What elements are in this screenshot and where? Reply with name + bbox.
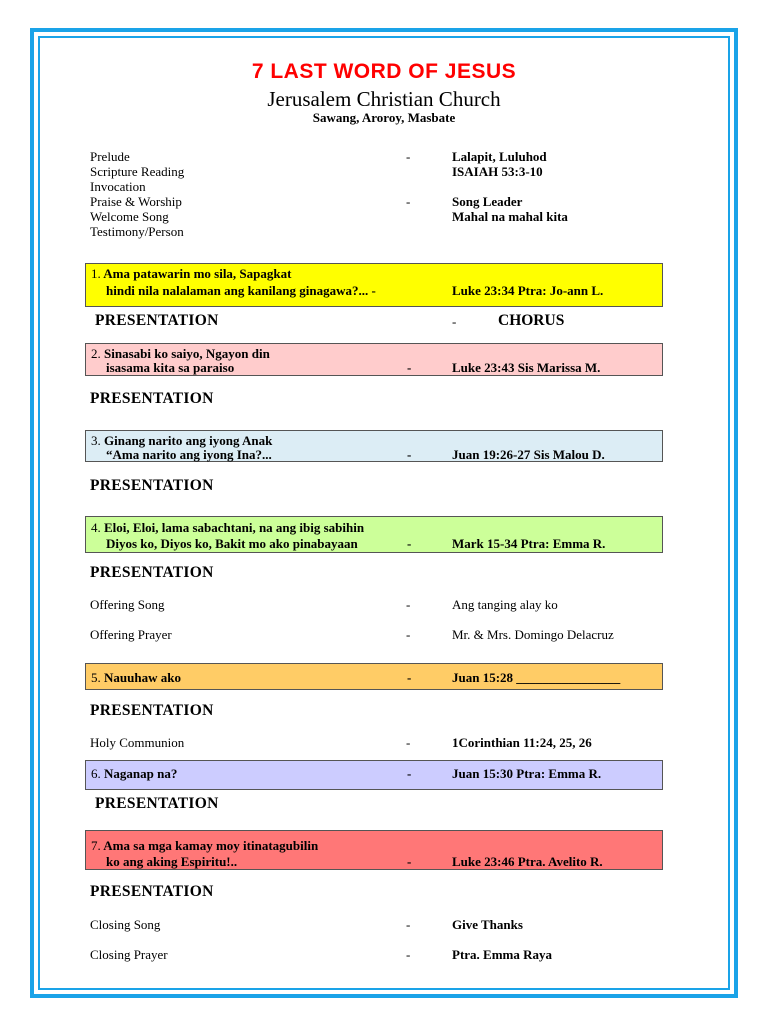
program-label: Welcome Song [90,209,169,224]
word-line-1: Ama patawarin mo sila, Sapagkat [103,266,292,281]
offering-dash: - [406,627,411,642]
word-box-1 [85,263,663,307]
word-reference: Juan 15:28 ________________ [452,670,621,685]
program-label: Testimony/Person [90,224,184,239]
word-reference: Luke 23:43 Sis Marissa M. [452,360,601,375]
word-number: 1. [91,266,101,281]
offering-value: Ang tanging alay ko [452,597,558,612]
word-line-1: Ginang narito ang iyong Anak [104,433,273,448]
presentation-heading: PRESENTATION [95,312,219,329]
closing-song-row [90,917,690,932]
word-box-2 [85,343,663,376]
word-dash: - [407,447,412,462]
program-value: Mahal na mahal kita [452,209,568,224]
word-line-2: “Ama narito ang iyong Ina?... [106,447,272,462]
offering-label: Offering Prayer [90,627,172,642]
program-row-scripture [90,164,690,179]
presentation-heading: PRESENTATION [90,564,214,581]
communion-value: 1Corinthian 11:24, 25, 26 [452,735,592,750]
offering-song-row [90,597,690,612]
closing-dash: - [406,947,411,962]
word-line-1: Eloi, Eloi, lama sabachtani, na ang ibig sabihin [104,520,365,535]
word-number: 6. [91,766,101,781]
page-title: 7 LAST WORD OF JESUS [251,60,517,83]
word-line-1: Naganap na? [104,766,178,781]
offering-value: Mr. & Mrs. Domingo Delacruz [452,627,614,642]
word-box-3 [85,430,663,462]
program-dash: - [406,194,411,209]
program-value: Song Leader [452,194,523,209]
word-number: 3. [91,433,101,448]
closing-value: Give Thanks [452,917,523,932]
communion-row [90,735,690,750]
word-reference: Luke 23:34 Ptra: Jo-ann L. [452,283,604,298]
word-reference: Juan 15:30 Ptra: Emma R. [452,766,602,781]
communion-label: Holy Communion [90,735,185,750]
word-reference: Mark 15-34 Ptra: Emma R. [452,536,606,551]
church-location: Sawang, Aroroy, Masbate [312,110,456,125]
word-box-4 [85,516,663,553]
program-label: Praise & Worship [90,194,182,209]
closing-value: Ptra. Emma Raya [452,947,553,962]
word-number: 4. [91,520,101,535]
program-label: Scripture Reading [90,164,185,179]
offering-label: Offering Song [90,597,165,612]
word-line-1: Nauuhaw ako [104,670,181,685]
closing-label: Closing Song [90,917,161,932]
closing-prayer-row [90,947,690,962]
word-dash: - [407,766,412,781]
closing-label: Closing Prayer [90,947,168,962]
word-reference: Juan 19:26-27 Sis Malou D. [452,447,605,462]
presentation-heading: PRESENTATION [95,795,219,812]
word-reference: Luke 23:46 Ptra. Avelito R. [452,854,603,869]
program-row-testimony [90,224,690,239]
word-box-6 [85,760,663,790]
presentation-heading: PRESENTATION [90,390,214,407]
word-number: 2. [91,346,101,361]
communion-dash: - [406,735,411,750]
chorus-dash: - [452,314,457,329]
word-box-7 [85,830,663,870]
chorus-label: CHORUS [498,312,565,329]
offering-prayer-row [90,627,690,642]
word-line-2: hindi nila nalalaman ang kanilang ginagawa?... - [106,283,376,298]
presentation-heading: PRESENTATION [90,883,214,900]
word-line-2: ko ang aking Espiritu!.. [106,854,238,869]
closing-dash: - [406,917,411,932]
word-line-2: isasama kita sa paraiso [106,360,235,375]
word-line-1: Ama sa mga kamay moy itinatagubilin [103,838,319,853]
program-row-prelude [90,149,690,164]
presentation-heading: PRESENTATION [90,702,214,719]
word-dash: - [407,536,412,551]
word-number: 7. [91,838,101,853]
program-row-praise [90,194,690,209]
program-row-welcome [90,209,690,224]
program-label: Prelude [90,149,130,164]
program-label: Invocation [90,179,146,194]
church-name: Jerusalem Christian Church [267,87,501,111]
word-dash: - [407,670,412,685]
word-number: 5. [91,670,101,685]
offering-dash: - [406,597,411,612]
program-value: Lalapit, Luluhod [452,149,547,164]
word-line-2: Diyos ko, Diyos ko, Bakit mo ako pinabayaan [106,536,358,551]
presentation-heading: PRESENTATION [90,477,214,494]
program-value: ISAIAH 53:3-10 [452,164,543,179]
word-dash: - [407,854,412,869]
word-box-5 [85,663,663,690]
program-dash: - [406,149,411,164]
word-line-1: Sinasabi ko saiyo, Ngayon din [104,346,270,361]
word-dash: - [407,360,412,375]
program-row-invocation [90,179,690,194]
